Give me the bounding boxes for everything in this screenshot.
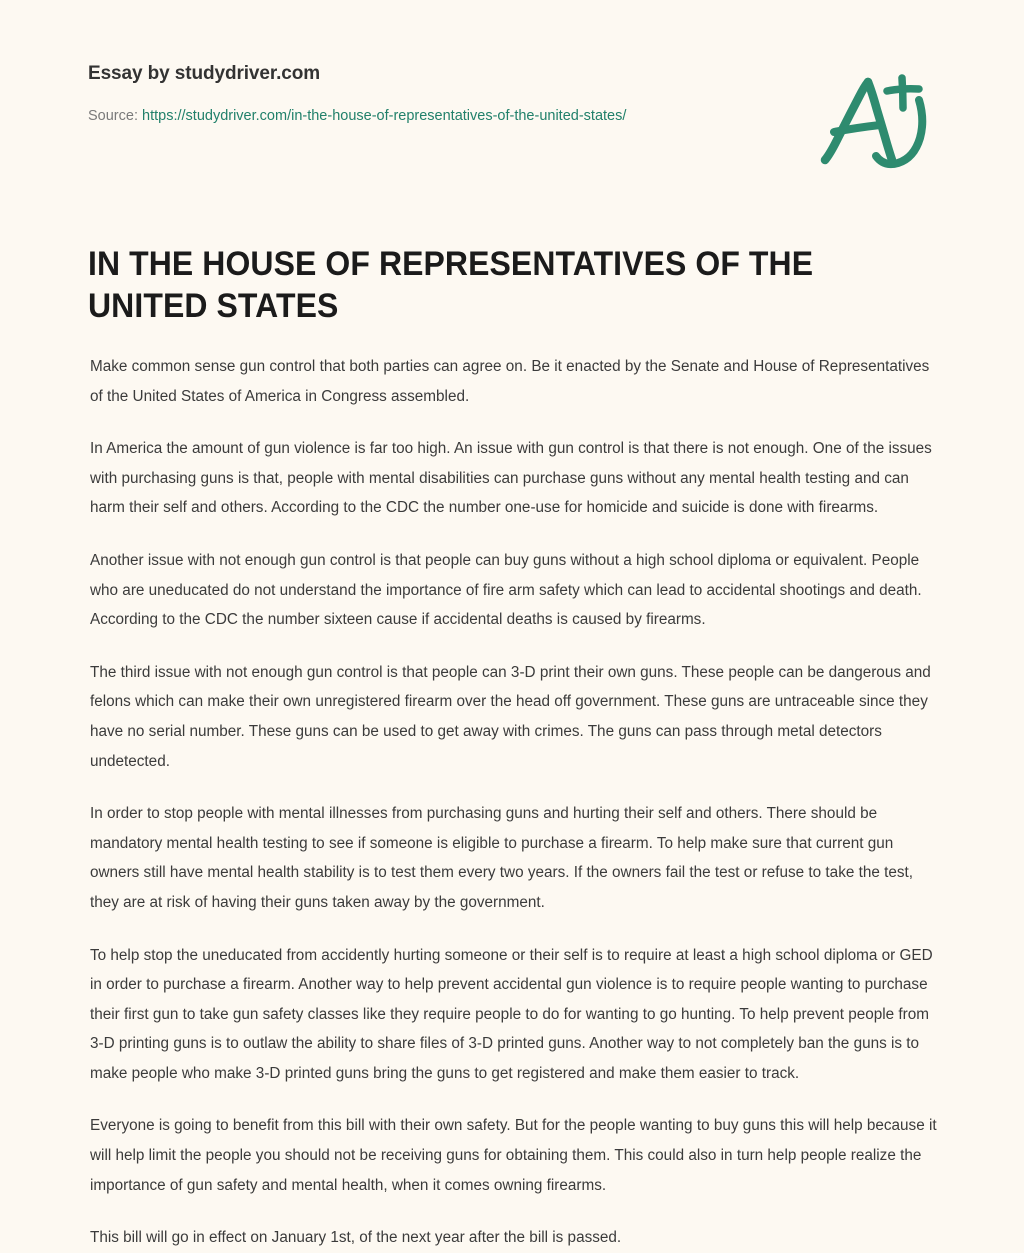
paragraph: Everyone is going to benefit from this bill with their own safety. But for the people wanting to buy guns this will help because it will help limit the people you should not be receiving guns for obtaining them. This could also in turn help people realize the importance of gun safety and mental health, when it comes owning firearms. xyxy=(90,1117,937,1194)
paragraph: In America the amount of gun violence is far too high. An issue with gun control is that there is not enough. One of the issues with purchasing guns is that, people with mental disabilities can purchase guns without any mental health testing and can harm their self and others. According to the CDC the number one-use for homicide and suicide is done with firearms. xyxy=(90,440,932,517)
paragraph: Another issue with not enough gun control is that people can buy guns without a high school diploma or equivalent. People who are uneducated do not understand the importance of fire arm safety which can lead to accidental shootings and death. According to the CDC the number sixteen cause if accidental deaths is caused by firearms. xyxy=(90,551,922,629)
source-label: Source: xyxy=(88,108,138,124)
source-link[interactable]: https://studydriver.com/in-the-house-of-representatives-of-the-united-states/ xyxy=(142,108,627,124)
page-title: IN THE HOUSE OF REPRESENTATIVES OF THE UNITED STATES xyxy=(88,245,814,325)
paragraph: The third issue with not enough gun control is that people can 3-D print their own guns. These people can be dangerous and felons which can make their own unregistered firearm over the head off government. These guns are untraceable since they have no serial number. These guns can be used to get away with crimes. The guns can pass through metal detectors undetected. xyxy=(90,663,931,770)
paragraph: Make common sense gun control that both parties can agree on. Be it enacted by the Senate and House of Representatives of the United States of America in Congress assembled. xyxy=(90,358,930,405)
a-plus-logo-icon xyxy=(812,68,940,172)
paragraph: This bill will go in effect on January 1st, of the next year after the bill is passed. xyxy=(90,1229,622,1247)
paragraph: To help stop the uneducated from accidently hurting someone or their self is to require at least a high school diploma or GED in order to purchase a firearm. Another way to help prevent accidental gun violence is to require people wanting to purchase their first gun to take gun safety classes like they require people to do for wanting to go hunting. To help prevent people from 3-D printing guns is to outlaw the ability to share files of 3-D printed guns. Another way to not completely ban the guns is to make people who make 3-D printed guns bring the guns to get registered and make them easier to track. xyxy=(90,946,933,1082)
essay-body xyxy=(90,352,944,1253)
source-row xyxy=(88,106,938,126)
byline: Essay by studydriver.com xyxy=(88,63,321,84)
document-header xyxy=(88,62,938,126)
paragraph: In order to stop people with mental illnesses from purchasing guns and hurting their self and others. There should be mandatory mental health testing to see if someone is eligible to purchase a firearm. To help make sure that current gun owners still have mental health stability is to test them every two years. If the owners fail the test or refuse to take the test, they are at risk of having their guns taken away by the government. xyxy=(90,805,914,911)
